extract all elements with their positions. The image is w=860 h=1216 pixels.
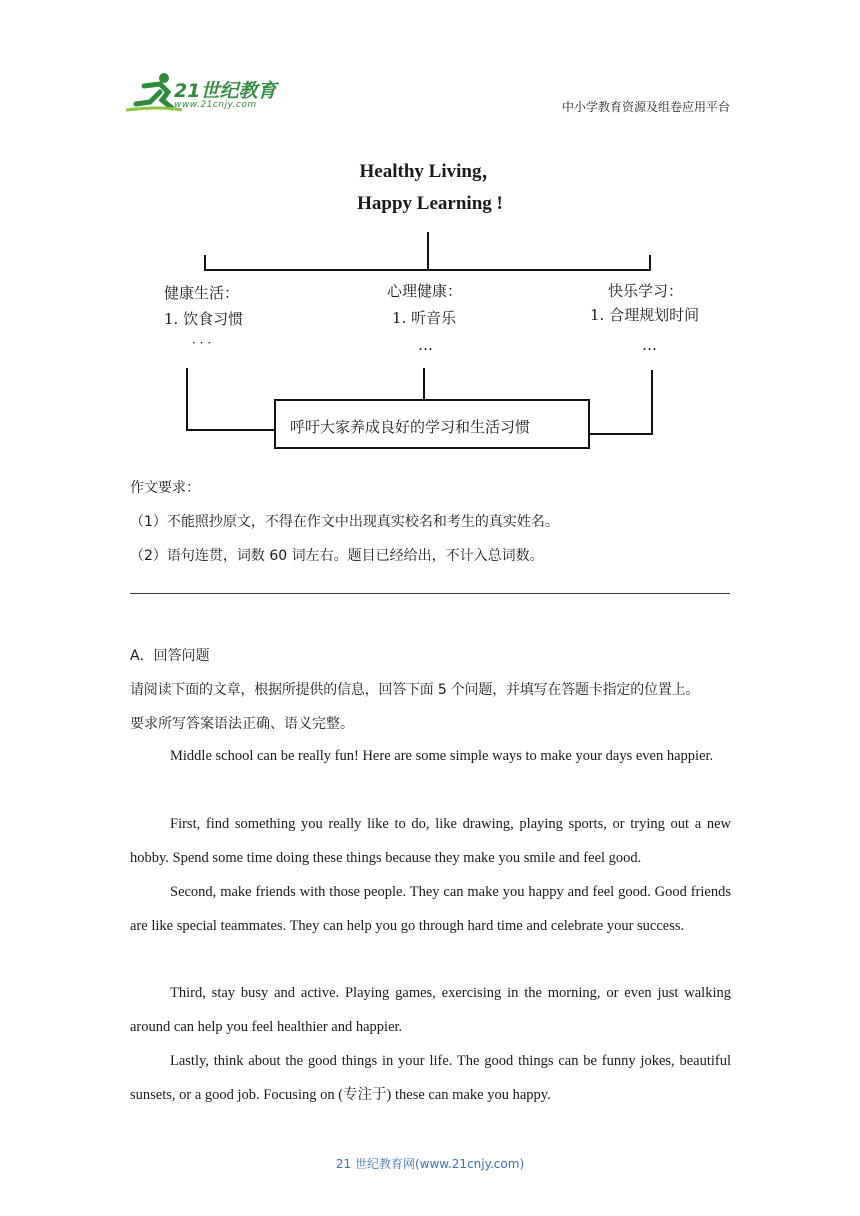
branch-item-mental-health: 1. 听音乐 <box>392 309 457 327</box>
branch-item-happy-learning: 1. 合理规划时间 <box>590 306 700 324</box>
footer-link[interactable]: 21 世纪教育网(www.21cnjy.com) <box>335 1157 525 1171</box>
branch-ellipsis-mental-health: … <box>418 336 433 354</box>
passage-paragraph-4: Third, stay busy and active. Playing games, exercising in the morning, or even just walking around can help you feel healthier and happier. <box>130 985 731 1035</box>
requirement-item-2: （2）语句连贯，词数 60 词左右。题目已经给出，不计入总词数。 <box>130 548 544 564</box>
diagram-title-line1: Healthy Living， <box>359 161 501 182</box>
passage-paragraph-3: Second, make friends with those people. They can make you happy and feel good. Good friends are like special teammates. They can help you go through hard time and celebrate your success. <box>130 884 731 934</box>
branch-heading-healthy-living: 健康生活： <box>164 284 240 302</box>
logo-url: www.21cnjy.com <box>174 100 257 110</box>
branch-heading-happy-learning: 快乐学习： <box>608 282 684 300</box>
requirements-label: 作文要求： <box>130 480 200 496</box>
branch-ellipsis-healthy-living: · · · <box>192 336 212 350</box>
passage-paragraph-1: Middle school can be really fun! Here are some simple ways to make your days even happier. <box>170 748 714 764</box>
writing-prompt-diagram <box>150 150 710 460</box>
passage-paragraph-2: First, find something you really like to do, like drawing, playing sports, or trying out a new hobby. Spend some time doing these things because they make you smile and feel good. <box>130 816 731 866</box>
section-a-heading: A．回答问题 <box>130 648 210 664</box>
diagram-title-line2: Happy Learning ! <box>357 193 503 214</box>
requirement-item-1: （1）不能照抄原文，不得在作文中出现真实校名和考生的真实姓名。 <box>130 514 559 530</box>
section-a-instructions-2: 要求所写答案语法正确、语义完整。 <box>130 716 354 732</box>
summary-box-text: 呼吁大家养成良好的学习和生活习惯 <box>290 418 531 436</box>
platform-label: 中小学教育资源及组卷应用平台 <box>561 100 730 114</box>
passage-paragraph-5: Lastly, think about the good things in your life. The good things can be funny jokes, beautiful sunsets, or a good job. Focusing on (专注于) these can make you happy. <box>130 1053 731 1103</box>
site-logo <box>122 70 292 116</box>
branch-heading-mental-health: 心理健康： <box>387 282 463 300</box>
branch-item-healthy-living: 1. 饮食习惯 <box>164 310 244 328</box>
section-divider <box>130 593 730 594</box>
logo-text: 21世纪教育 <box>174 80 277 102</box>
branch-ellipsis-happy-learning: … <box>642 336 657 354</box>
section-a-instructions-1: 请阅读下面的文章，根据所提供的信息，回答下面 5 个问题，并填写在答题卡指定的位置上。 <box>130 682 700 698</box>
